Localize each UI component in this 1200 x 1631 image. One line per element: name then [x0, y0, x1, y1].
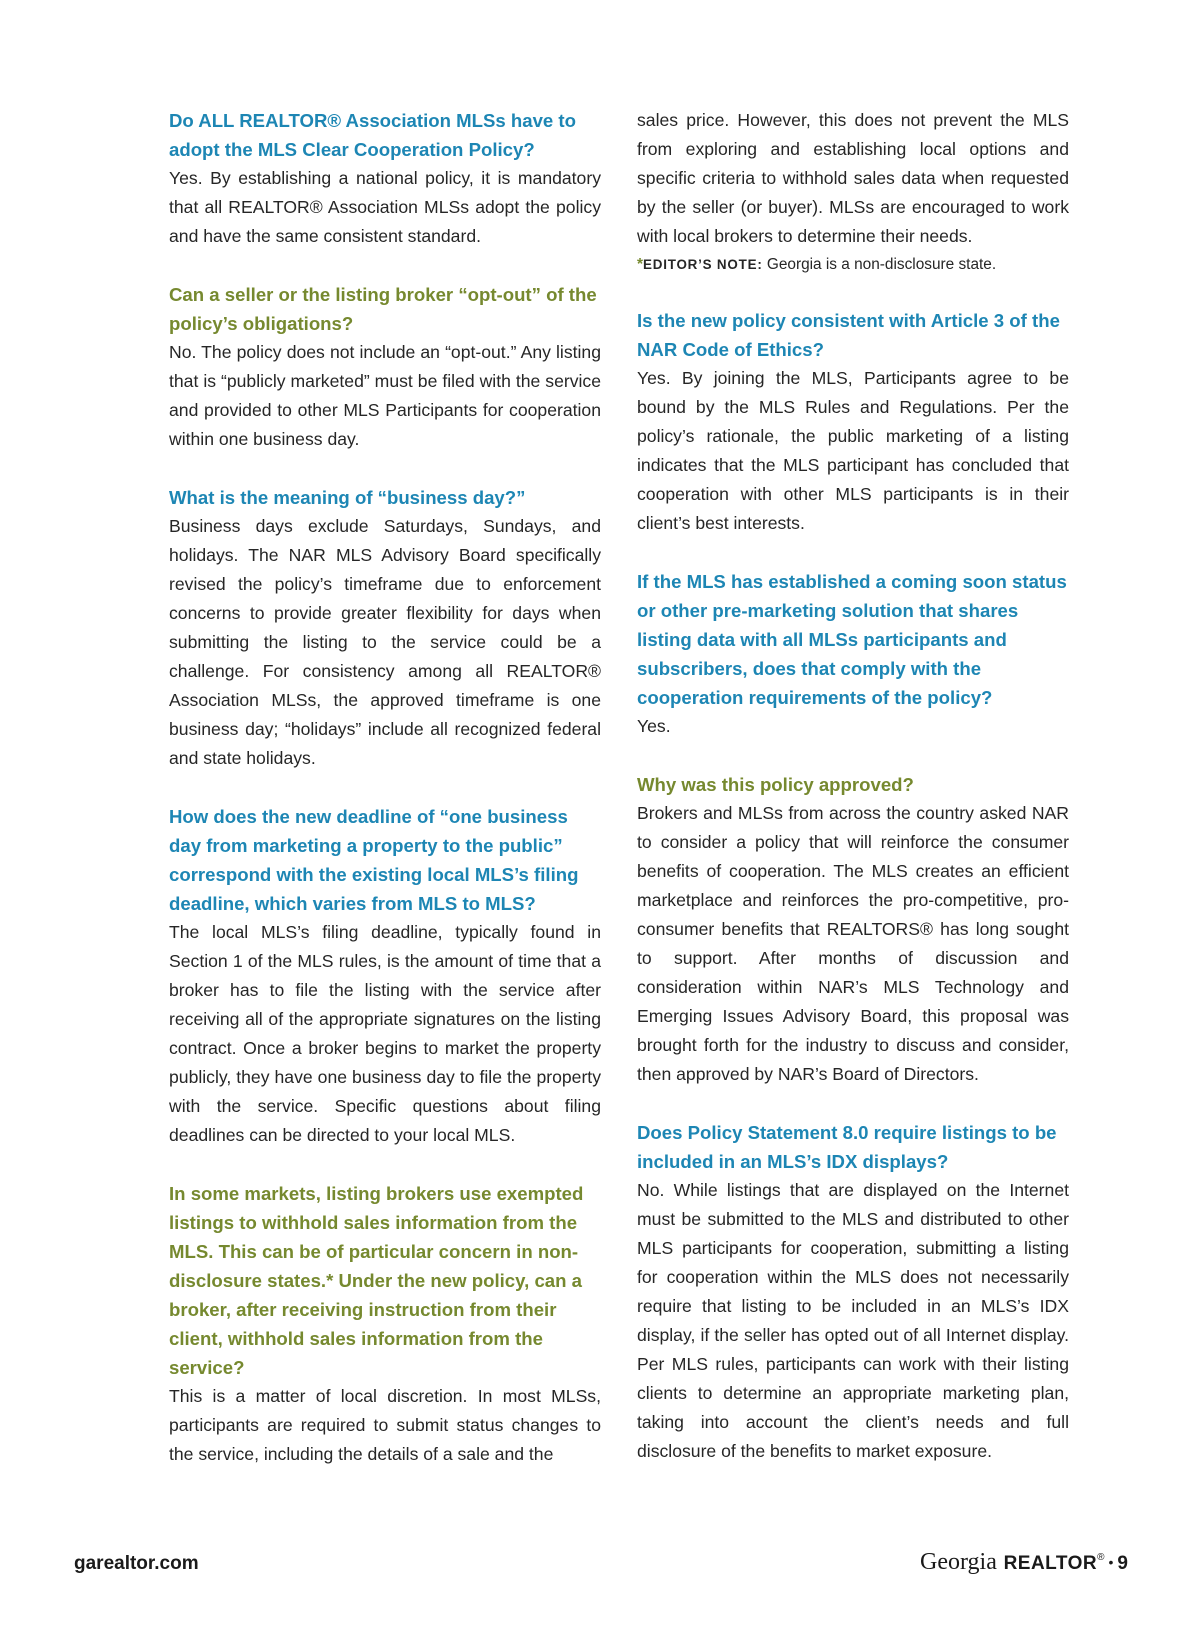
qa-block — [637, 770, 1069, 1089]
right-column — [637, 106, 1069, 1495]
qa-block — [637, 567, 1069, 741]
answer-text: No. While listings that are displayed on the Internet must be submitted to the MLS and distributed to other MLS participants for cooperation, submitting a listing for cooperation within the MLS does not necessarily require that listing to be included in an MLS’s IDX display, if the seller has opted out of all Internet display. Per MLS rules, participants can work with their listing clients to determine an appropriate marketing plan, taking into account the client’s needs and full disclosure of the benefits to market exposure. — [637, 1180, 1069, 1461]
note-asterisk: * — [637, 256, 643, 273]
note-text: Georgia is a non-disclosure state. — [762, 256, 997, 273]
qa-block — [169, 1179, 601, 1469]
question-heading: What is the meaning of “business day?” — [169, 487, 526, 508]
answer-text: Yes. By establishing a national policy, it is mandatory that all REALTOR® Association MLSs adopt the policy and have the same consistent standard. — [169, 168, 601, 246]
separator-dot: • — [1108, 1554, 1114, 1570]
note-label: EDITOR’S NOTE: — [643, 257, 763, 272]
question-heading: Do ALL REALTOR® Association MLSs have to adopt the MLS Clear Cooperation Policy? — [169, 110, 576, 160]
question-heading: Does Policy Statement 8.0 require listings to be included in an MLS’s IDX displays? — [637, 1122, 1057, 1172]
editors-note — [637, 253, 1069, 277]
qa-block — [637, 306, 1069, 538]
question-heading: If the MLS has established a coming soon status or other pre-marketing solution that shares listing data with all MLSs participants and subscribers, does that comply with the cooperation requirements of the policy? — [637, 571, 1067, 708]
answer-text: Business days exclude Saturdays, Sundays, and holidays. The NAR MLS Advisory Board specifically revised the policy’s timeframe due to enforcement concerns to provide greater flexibility for days when submitting the listing to the service could be a challenge. For consistency among all REALTOR® Association MLSs, the approved timeframe is one business day; “holidays” include all recognized federal and state holidays. — [169, 516, 601, 768]
qa-block — [169, 106, 601, 251]
left-column — [169, 106, 601, 1498]
question-heading: How does the new deadline of “one business day from marketing a property to the public” correspond with the existing local MLS’s filing deadline, which varies from MLS to MLS? — [169, 806, 579, 914]
answer-text: No. The policy does not include an “opt-out.” Any listing that is “publicly marketed” must be filed with the service and provided to other MLS Participants for cooperation within one business day. — [169, 342, 601, 449]
question-heading: In some markets, listing brokers use exempted listings to withhold sales information from the MLS. This can be of particular concern in non-disclosure states.* Under the new policy, can a broker, after receiving instruction from their client, withhold sales information from the service? — [169, 1183, 584, 1378]
qa-block — [637, 1118, 1069, 1466]
answer-text: Brokers and MLSs from across the country asked NAR to consider a policy that will reinforce the consumer benefits of cooperation. The MLS creates an efficient marketplace and reinforces the pro-competitive, pro-consumer benefits that REALTORS® has long sought to support. After months of discussion and consideration within NAR’s MLS Technology and Emerging Issues Advisory Board, this proposal was brought forth for the industry to discuss and consider, then approved by NAR’s Board of Directors. — [637, 803, 1069, 1084]
answer-text: The local MLS’s filing deadline, typically found in Section 1 of the MLS rules, is the amount of time that a broker has to file the listing with the service after receiving all of the appropriate signatures on the listing contract. Once a broker begins to market the property publicly, they have one business day to file the property with the service. Specific questions about filing deadlines can be directed to your local MLS. — [169, 922, 601, 1145]
page-number: 9 — [1117, 1553, 1128, 1574]
brand-name: Georgia — [920, 1549, 997, 1575]
question-heading: Why was this policy approved? — [637, 774, 914, 795]
qa-block — [169, 280, 601, 454]
continued-answer-text: sales price. However, this does not prevent the MLS from exploring and establishing local options and specific criteria to withhold sales data when requested by the seller (or buyer). MLSs are encouraged to work with local brokers to determine their needs. — [637, 110, 1069, 246]
registered-mark: ® — [1097, 1552, 1105, 1563]
qa-block — [169, 802, 601, 1150]
website-link[interactable]: garealtor.com — [74, 1553, 199, 1574]
brand-realtor: REALTOR — [1003, 1553, 1098, 1574]
answer-text: This is a matter of local discretion. In most MLSs, participants are required to submit status changes to the service, including the details of a sale and the — [169, 1386, 601, 1464]
qa-block — [169, 483, 601, 773]
answer-text: Yes. — [637, 716, 671, 736]
magazine-footer — [920, 1548, 1128, 1576]
question-heading: Can a seller or the listing broker “opt-out” of the policy’s obligations? — [169, 284, 597, 334]
answer-text: Yes. By joining the MLS, Participants agree to be bound by the MLS Rules and Regulations. Per the policy’s rationale, the public marketing of a listing indicates that the MLS participant has concluded that cooperation with other MLS participants is in their client’s best interests. — [637, 368, 1069, 533]
question-heading: Is the new policy consistent with Article 3 of the NAR Code of Ethics? — [637, 310, 1060, 360]
